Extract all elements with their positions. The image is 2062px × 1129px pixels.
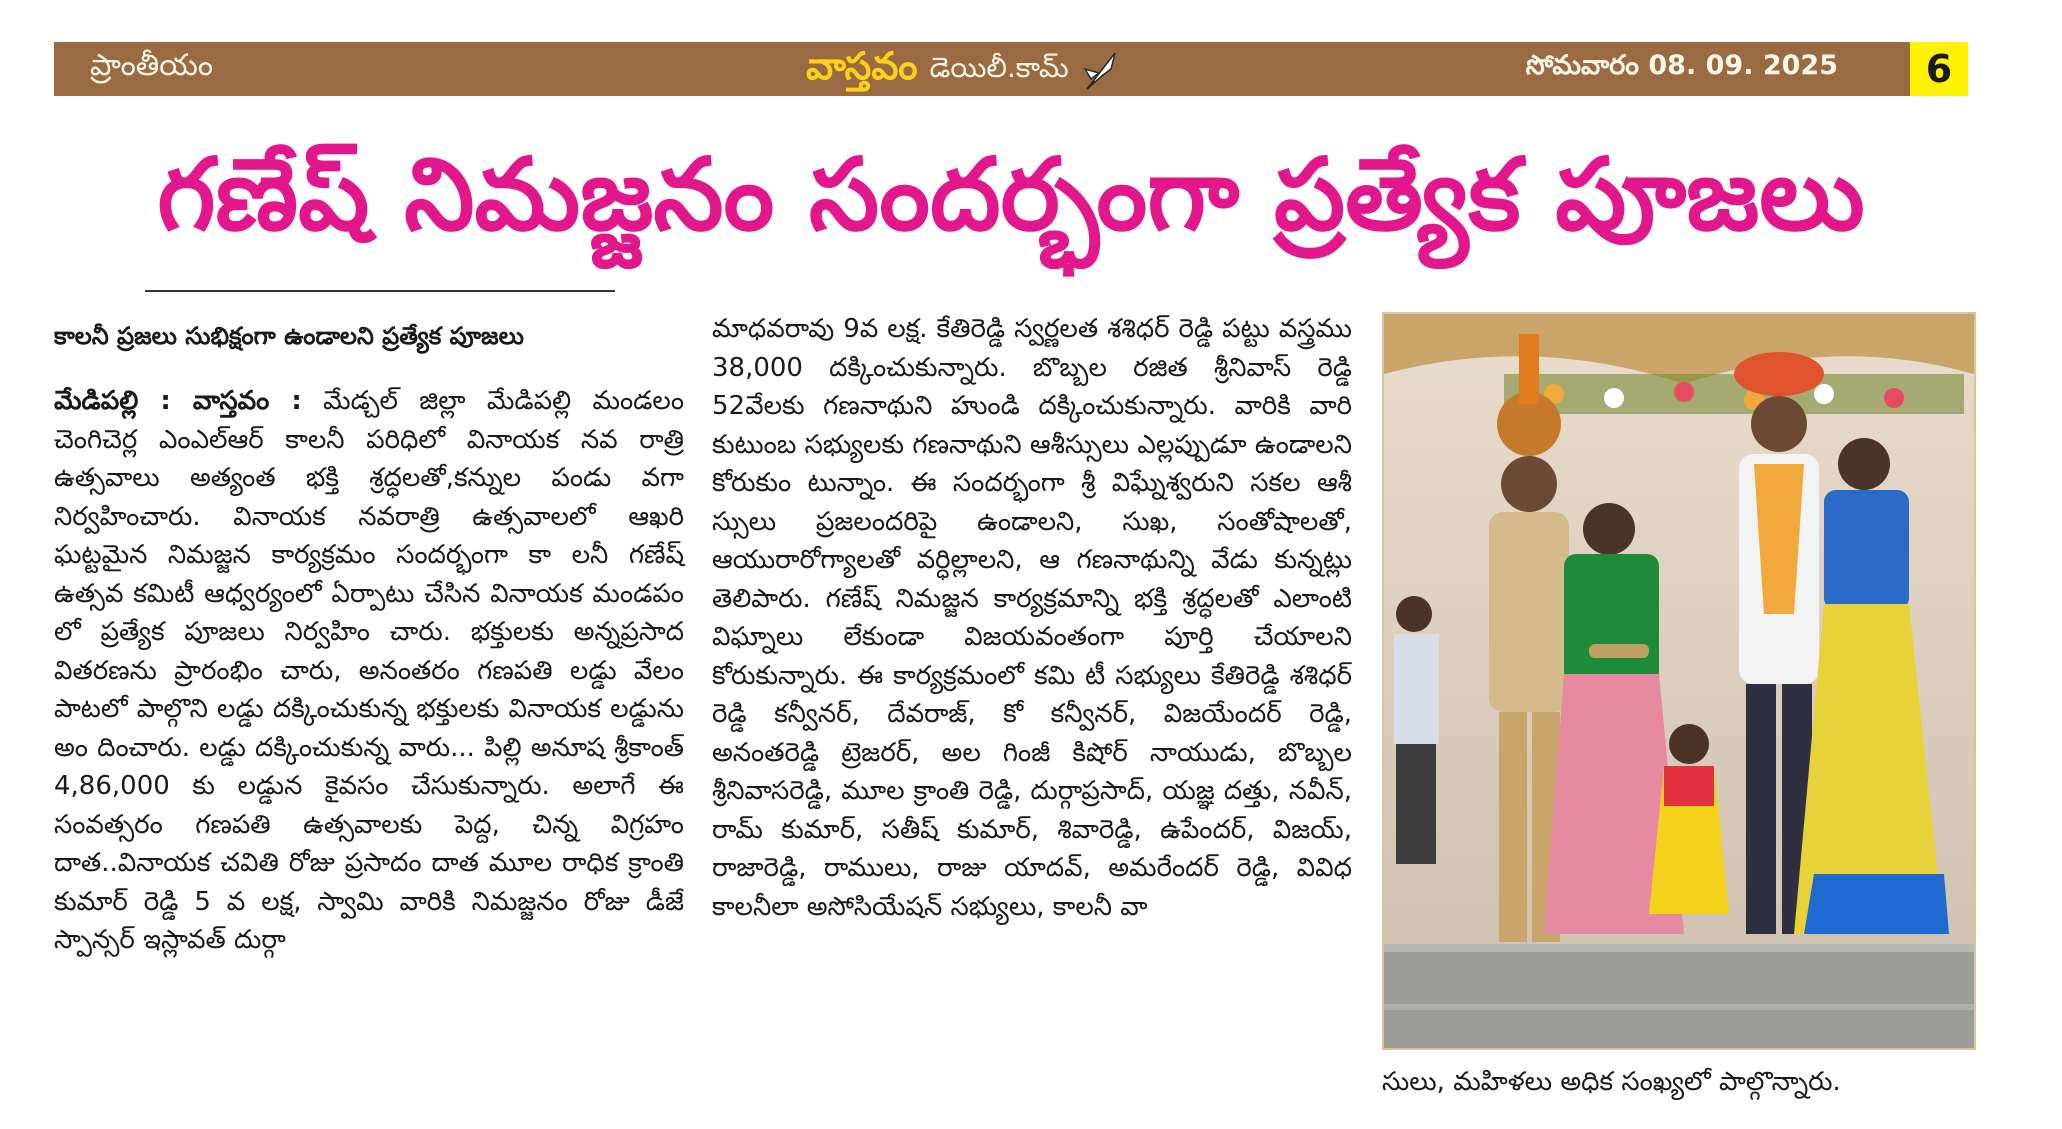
column-2-text: మాధవరావు 9వ లక్ష. కేతిరెడ్డి స్వర్ణలత శశిధర్ రెడ్డి పట్టు వస్త్రము 38,000 దక్కించుకున్నారు. బొబ్బల రజిత శ్రీనివాస్ రెడ్డి 52వేలకు గణనాథుని హుండి దక్కించుకున్నారు. వారికి వారి కుటుంబ సభ్యులకు గణనాథుని ఆశీస్సులు ఎల్లప్పుడూ ఉండాలని కోరుకుం టున్నాం. ఈ సందర్భంగా శ్రీ విఘ్నేశ్వరుని సకల ఆశీ స్సులు ప్రజలందరిపై ఉండాలని, సుఖ, సంతోషాలతో, ఆయురారోగ్యాలతో వర్ధిల్లాలని, ఆ గణనాథున్ని వేడు కున్నట్లు తెలిపారు. గణేష్ నిమజ్జన కార్యక్రమాన్ని భక్తి శ్రద్ధలతో ఎలాంటి విఘ్నాలు లేకుండా విజయవంతంగా పూర్తి చేయాలని కోరుకున్నారు. ఈ కార్యక్రమంలో కమి టీ సభ్యులు కేతిరెడ్డి శశిధర్ రెడ్డి కన్వీనర్, దేవరాజ్, కో కన్వీనర్, విజయేందర్ రెడ్డి, అనంతరెడ్డి ట్రెజరర్, అల గింజీ కిషోర్ నాయుడు, బొబ్బల శ్రీనివాసరెడ్డి, మూల క్రాంతి రెడ్డి, దుర్గాప్రసాద్, యజ్ఞ దత్తు, నవీన్, రామ్ కుమార్, సతీష్ కుమార్, శివారెడ్డి, ఉపేందర్, విజయ్, రాజారెడ్డి, రాములు, రాజు యాదవ్, అమరేందర్ రెడ్డి, వివిధ కాలనీలా అసోసియేషన్ సభ్యులు, కాలనీ వా <box>712 314 1352 922</box>
dateline: మేడిపల్లి : వాస్తవం : <box>54 386 302 416</box>
headline-rule <box>145 290 615 292</box>
photo-illustration <box>1384 314 1974 1048</box>
article-column-1 <box>54 310 684 960</box>
photo-caption: సులు, మహిళలు అధిక సంఖ్యలో పాల్గొన్నారు. <box>1382 1067 1841 1097</box>
section-label: ప్రాంతీయం <box>90 48 214 83</box>
article-photo <box>1382 312 1976 1050</box>
column-1-body: మేడ్చల్ జిల్లా మేడిపల్లి మండలం చెంగిచెర్ల ఎంఎల్ఆర్ కాలనీ పరిధిలో వినాయక నవ రాత్రి ఉత్సవాలు అత్యంత భక్తి శ్రద్ధలతో,కన్నుల పండు వగా నిర్వహించారు. వినాయక నవరాత్రి ఉత్సవాలలో ఆఖరి ఘట్టమైన నిమజ్జన కార్యక్రమం సందర్భంగా కా లనీ గణేష్ ఉత్సవ కమిటీ ఆధ్వర్యంలో ఏర్పాటు చేసిన వినాయక మండపం లో ప్రత్యేక పూజలు నిర్వహిం చారు. భక్తులకు అన్నప్రసాద వితరణను ప్రారంభిం చారు, అనంతరం గణపతి లడ్డు వేలం పాటలో పాల్గొని లడ్డు దక్కించుకున్న భక్తులకు వినాయక లడ్డును అం దించారు. లడ్డు దక్కించుకున్న వారు... పిల్లి అనూష శ్రీకాంత్ 4,86,000 కు లడ్డున కైవసం చేసుకున్నారు. అలాగే ఈ సంవత్సరం గణపతి ఉత్సవాలకు పెద్ద, చిన్న విగ్రహం దాత..వినాయక చవితి రోజు ప్రసాదం దాత మూల రాధిక క్రాంతి కుమార్ రెడ్డి 5 వ లక్ష, స్వామి వారికి నిమజ్జనం రోజు డీజే స్పాన్సర్ ఇస్లావత్ దుర్గా <box>54 386 684 955</box>
bird-quill-icon <box>1081 49 1121 93</box>
subheadline: కాలనీ ప్రజలు సుభిక్షంగా ఉండాలని ప్రత్యేక పూజలు <box>54 322 524 350</box>
header-bar <box>54 42 1968 96</box>
headline: గణేష్ నిమజ్జనం సందర్భంగా ప్రత్యేక పూజలు <box>157 136 1865 253</box>
person-boy-left <box>1394 596 1439 864</box>
column-1-text <box>54 382 684 960</box>
masthead-domain: డెయిలీ.కామ్ <box>929 51 1069 84</box>
issue-date: సోమవారం 08. 09. 2025 <box>1525 50 1838 81</box>
masthead <box>806 44 1121 98</box>
masthead-name: వాస్తవం <box>806 44 918 88</box>
page-number: 6 <box>1910 42 1968 96</box>
article-column-2 <box>712 310 1352 926</box>
flower-garlands <box>1504 374 1964 414</box>
